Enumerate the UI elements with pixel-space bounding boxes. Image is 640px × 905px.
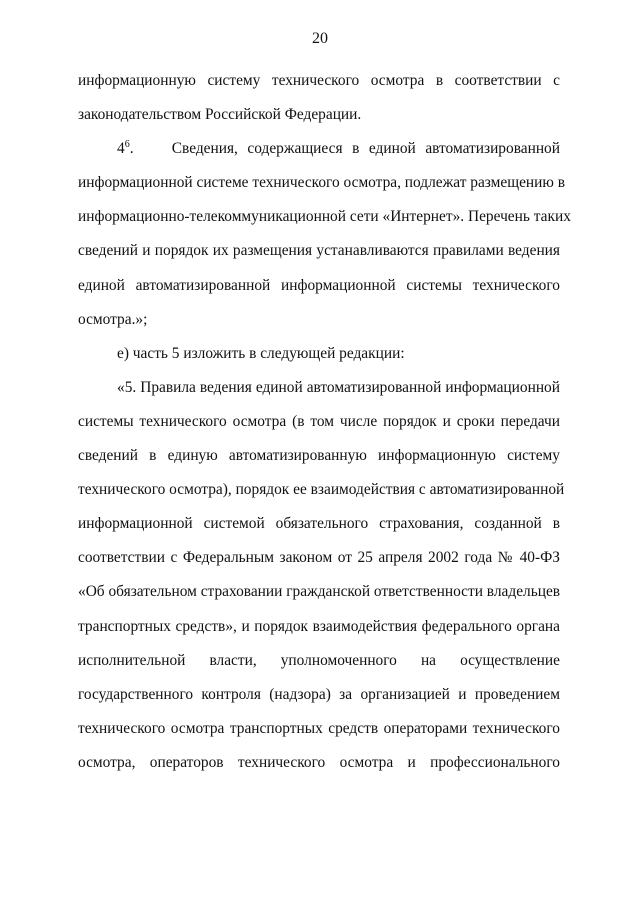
text-line: технического осмотра транспортных средств операторами технического bbox=[78, 719, 560, 737]
text-line: транспортных средств», и порядок взаимодействия федерального органа bbox=[78, 617, 560, 635]
text-fragment: Сведения, содержащиеся в единой автоматизированной bbox=[171, 140, 560, 158]
text-line: сведений в единую автоматизированную информационную систему bbox=[78, 447, 560, 465]
text-line: законодательством Российской Федерации. bbox=[78, 106, 362, 124]
text-line: «5. Правила ведения единой автоматизированной информационной bbox=[117, 378, 560, 396]
text-line: соответствии с Федеральным законом от 25 апреля 2002 года № 40-ФЗ bbox=[78, 549, 560, 567]
text-line: системы технического осмотра (в том числе порядок и сроки передачи bbox=[78, 412, 560, 430]
point-suffix: . bbox=[129, 140, 134, 158]
text-line: информационную систему технического осмотра в соответствии с bbox=[78, 72, 560, 89]
text-line: осмотра.»; bbox=[78, 310, 148, 328]
point-label bbox=[117, 140, 134, 157]
text-line: информационно-телекоммуникационной сети «Интернет». Перечень таких bbox=[78, 208, 571, 226]
text-line: информационной системе технического осмотра, подлежат размещению в bbox=[78, 174, 566, 192]
text-line: информационной системой обязательного страхования, созданной в bbox=[78, 515, 560, 533]
document-body bbox=[78, 64, 571, 780]
text-line: единой автоматизированной информационной системы технического bbox=[78, 276, 560, 294]
point-superscript: 6 bbox=[124, 139, 130, 151]
text-line: технического осмотра), порядок ее взаимодействия с автоматизированной bbox=[78, 481, 565, 499]
text-line: «Об обязательном страховании гражданской ответственности владельцев bbox=[78, 583, 561, 601]
point-number: 4 bbox=[117, 140, 125, 158]
text-line: исполнительной власти, уполномоченного на осуществление bbox=[78, 651, 560, 669]
paragraph-first-line bbox=[78, 132, 560, 166]
text-line: сведений и порядок их размещения устанавливаются правилами ведения bbox=[78, 242, 560, 260]
text-line: государственного контроля (надзора) за организацией и проведением bbox=[78, 685, 560, 703]
text-line: осмотра, операторов технического осмотра и профессионального bbox=[78, 753, 560, 771]
text-line: е) часть 5 изложить в следующей редакции: bbox=[117, 344, 405, 362]
page-number: 20 bbox=[312, 30, 328, 47]
